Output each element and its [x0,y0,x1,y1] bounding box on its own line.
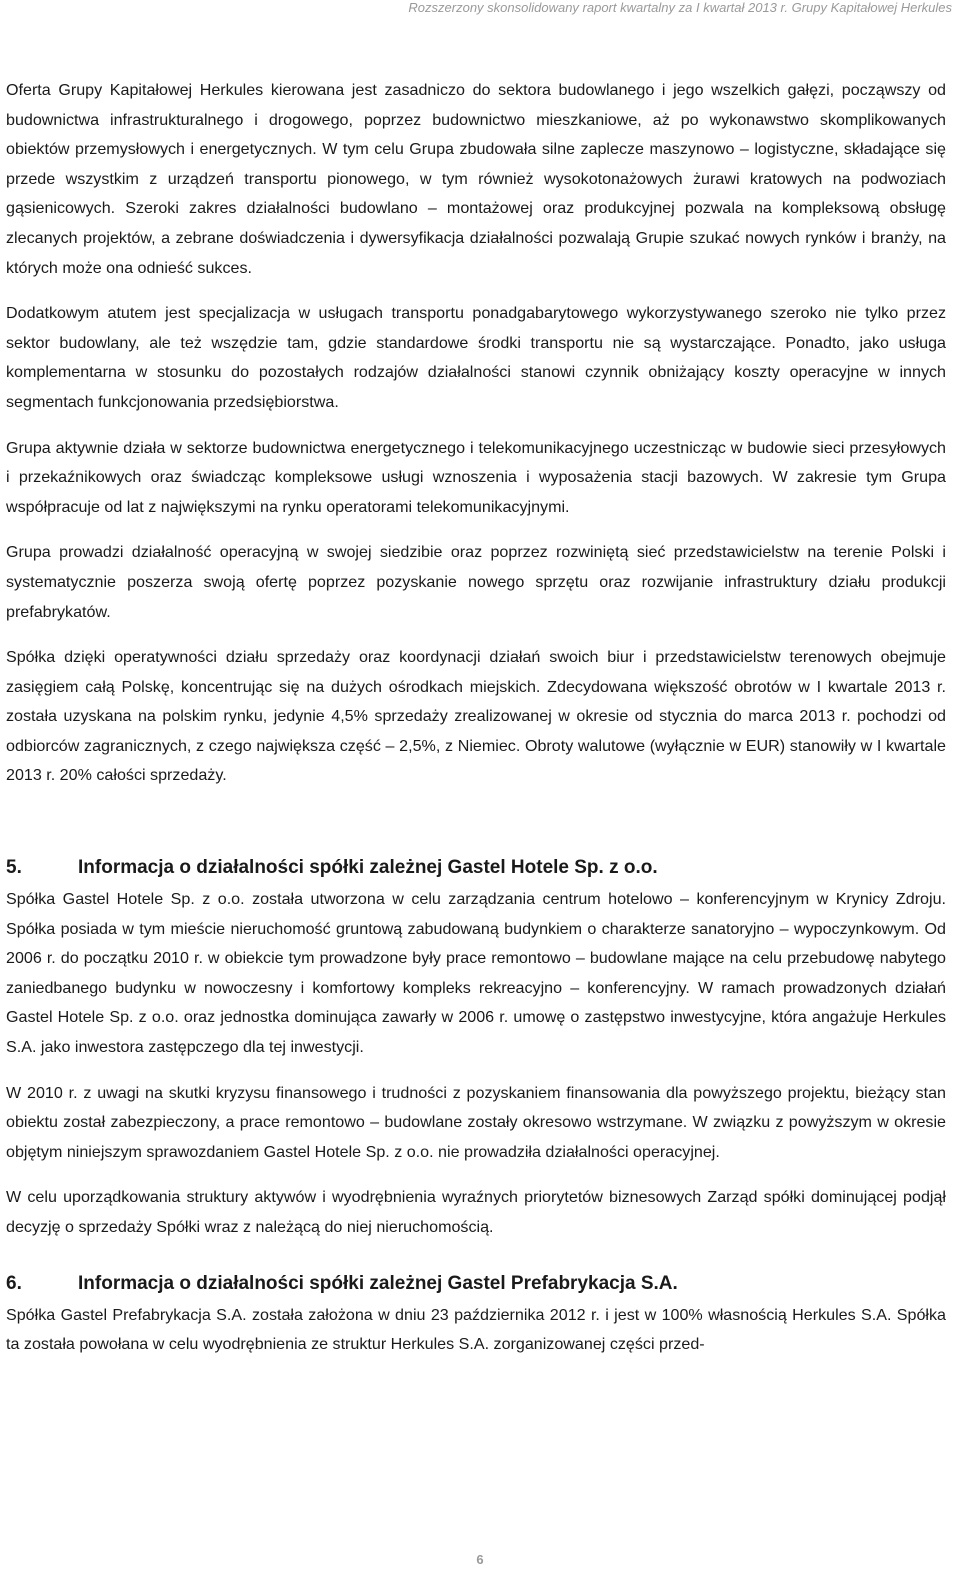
section-6-paragraph-1: Spółka Gastel Prefabrykacja S.A. została założona w dniu 23 października 2012 r. i jest w 100% własnością Herkules S.A. Spółka ta została powołana w celu wyodrębnienia ze struktur Herkules S.A. zorganizowanej części przed- [6,1305,946,1354]
section-6-heading [6,1273,946,1295]
paragraph-sales: Spółka dzięki operatywności działu sprzedaży oraz koordynacji działań swoich biur i przedstawicielstw terenowych obejmuje zasięgiem całą Polskę, koncentrując się na dużych ośrodkach miejskich. Zdecydowana większość obrotów w I kwartale 2013 r. została uzyskana na polskim rynku, jedynie 4,5% sprzedaży zrealizowanej w okresie od stycznia do marca 2013 r. pochodzi od odbiorców zagranicznych, z czego największa część – 2,5%, z Niemiec. Obroty walutowe (wyłącznie w EUR) stanowiły w I kwartale 2013 r. 20% całości sprzedaży. [6,648,946,785]
section-5-paragraph-2: W 2010 r. z uwagi na skutki kryzysu finansowego i trudności z pozyskaniem finansowania dla powyższego projektu, bieżący stan obiektu został zabezpieczony, a prace remontowo – budowlane zostały okresowo wstrzymane. W związku z powyższym w okresie objętym niniejszym sprawozdaniem Gastel Hotele Sp. z o.o. nie prowadziła działalności operacyjnej. [6,1083,946,1161]
section-5-heading [6,857,946,879]
paragraph-offer: Oferta Grupy Kapitałowej Herkules kierowana jest zasadniczo do sektora budowlanego i jego wszelkich gałęzi, począwszy od budownictwa infrastrukturalnego i drogowego, poprzez budownictwo mieszkaniowe, aż po wykonawstwo skomplikowanych obiektów przemysłowych i energetycznych. W tym celu Grupa zbudowała silne zaplecze maszynowo – logistyczne, składające się przede wszystkim z urządzeń transportu pionowego, w tym również wysokotonażowych żurawi kratowych na podwoziach gąsienicowych. Szeroki zakres działalności budowlano – montażowej oraz produkcyjnej pozwala na kompleksową obsługę zlecanych projektów, a zebrane doświadczenia i dywersyfikacja działalności pozwalają Grupie szukać nowych rynków i branży, na których może ona odnieść sukces. [6,81,946,277]
page-number: 6 [476,1552,484,1567]
paragraph-transport: Dodatkowym atutem jest specjalizacja w usługach transportu ponadgabarytowego wykorzystywanego szeroko nie tylko przez sektor budowlany, ale też wszędzie tam, gdzie standardowe środki transportu nie są wystarczające. Ponadto, jako usługa komplementarna w stosunku do pozostałych rodzajów działalności stanowi czynnik obniżający koszty operacyjne w innych segmentach funkcjonowania przedsiębiorstwa. [6,304,946,411]
section-6-number: 6. [6,1272,22,1294]
section-6-title: Informacja o działalności spółki zależnej Gastel Prefabrykacja S.A. [78,1272,678,1294]
section-5-title: Informacja o działalności spółki zależnej Gastel Hotele Sp. z o.o. [78,857,658,879]
document-body [6,76,946,1376]
section-5-paragraph-1: Spółka Gastel Hotele Sp. z o.o. została utworzona w celu zarządzania centrum hotelowo – konferencyjnym w Krynicy Zdroju. Spółka posiada w tym mieście nieruchomość gruntową zabudowaną budynkiem o charakterze sanatoryjno – wypoczynkowym. Od 2006 r. do początku 2010 r. w obiekcie tym prowadzone były prace remontowo – budowlane mające na celu przebudowę nabytego zaniedbanego budynku w nowoczesny i komfortowy kompleks rekreacyjno – konferencyjny. W ramach prowadzonych działań Gastel Hotele Sp. z o.o. oraz jednostka dominująca zawarły w 2006 r. umowę o zastępstwo inwestycyjne, która angażuje Herkules S.A. jako inwestora zastępczego dla tej inwestycji. [6,890,946,1057]
section-5-paragraph-3: W celu uporządkowania struktury aktywów i wyodrębnienia wyraźnych priorytetów biznesowych Zarząd spółki dominującej podjął decyzję o sprzedaży Spółki wraz z należącą do niej nieruchomością. [6,1188,946,1236]
running-header: Rozszerzony skonsolidowany raport kwartalny za I kwartał 2013 r. Grupy Kapitałowej Herkules [408,0,952,15]
paragraph-energy: Grupa aktywnie działa w sektorze budownictwa energetycznego i telekomunikacyjnego uczestnicząc w budowie sieci przesyłowych i przekaźnikowych oraz świadcząc kompleksowe usługi wznoszenia i wyposażenia stacji bazowych. W zakresie tym Grupa współpracuje od lat z największymi na rynku operatorami telekomunikacyjnymi. [6,438,946,516]
section-5-number: 5. [6,857,22,879]
paragraph-operations: Grupa prowadzi działalność operacyjną w swojej siedzibie oraz poprzez rozwiniętą sieć przedstawicielstw na terenie Polski i systematycznie poszerza swoją ofertę poprzez pozyskanie nowego sprzętu oraz rozwijanie infrastruktury działu produkcji prefabrykatów. [6,543,946,621]
